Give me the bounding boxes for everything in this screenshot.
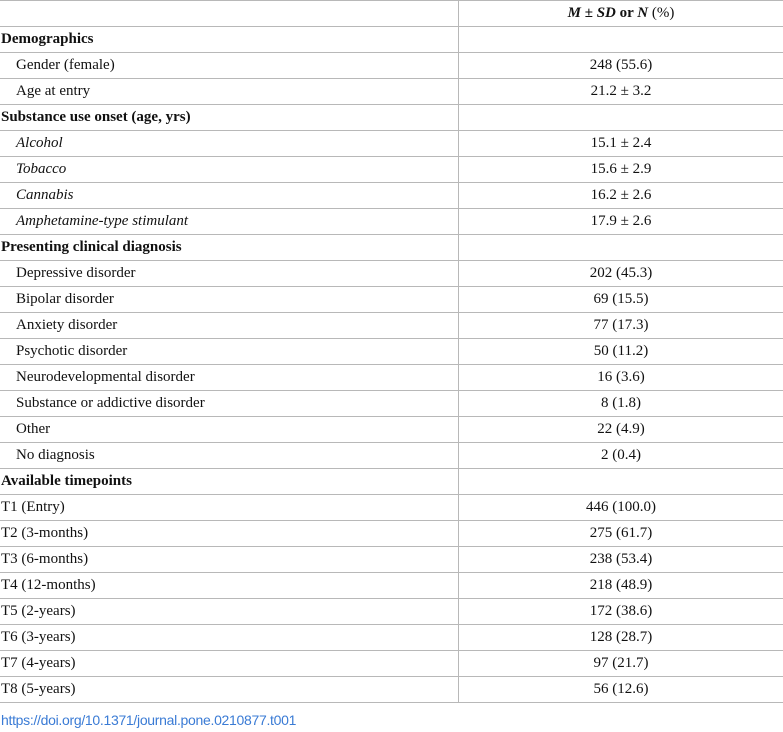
table-row <box>0 573 783 599</box>
row-value: 248 (55.6) <box>459 53 783 79</box>
row-value: 202 (45.3) <box>459 261 783 287</box>
table-row <box>0 443 783 469</box>
row-value: 446 (100.0) <box>459 495 783 521</box>
header-label-cell <box>0 1 459 27</box>
table-row <box>0 417 783 443</box>
table-row <box>0 365 783 391</box>
row-label: T1 (Entry) <box>0 495 459 521</box>
row-label: Substance or addictive disorder <box>0 391 459 417</box>
section-label: Demographics <box>0 27 459 53</box>
table-row <box>0 495 783 521</box>
section-row <box>0 27 783 53</box>
row-label: Bipolar disorder <box>0 287 459 313</box>
row-value: 2 (0.4) <box>459 443 783 469</box>
row-label: T3 (6-months) <box>0 547 459 573</box>
section-label: Available timepoints <box>0 469 459 495</box>
table-body <box>0 27 783 703</box>
row-value: 15.6 ± 2.9 <box>459 157 783 183</box>
header-value-cell <box>459 1 783 27</box>
row-label: Other <box>0 417 459 443</box>
row-label: Depressive disorder <box>0 261 459 287</box>
row-label: T4 (12-months) <box>0 573 459 599</box>
row-value: 15.1 ± 2.4 <box>459 131 783 157</box>
row-value: 77 (17.3) <box>459 313 783 339</box>
row-value <box>459 105 783 131</box>
table-row <box>0 677 783 703</box>
table-row <box>0 131 783 157</box>
row-label: T7 (4-years) <box>0 651 459 677</box>
table-row <box>0 521 783 547</box>
row-value: 22 (4.9) <box>459 417 783 443</box>
table-row <box>0 339 783 365</box>
row-value: 50 (11.2) <box>459 339 783 365</box>
row-label: T8 (5-years) <box>0 677 459 703</box>
row-label: Tobacco <box>0 157 459 183</box>
row-value: 16 (3.6) <box>459 365 783 391</box>
row-label: Gender (female) <box>0 53 459 79</box>
row-label: T5 (2-years) <box>0 599 459 625</box>
table-row <box>0 287 783 313</box>
row-value: 128 (28.7) <box>459 625 783 651</box>
row-label: Amphetamine-type stimulant <box>0 209 459 235</box>
row-label: Cannabis <box>0 183 459 209</box>
row-label: T2 (3-months) <box>0 521 459 547</box>
header-n: N <box>637 5 649 21</box>
table-row <box>0 261 783 287</box>
row-value: 275 (61.7) <box>459 521 783 547</box>
section-label: Presenting clinical diagnosis <box>0 235 459 261</box>
table-row <box>0 625 783 651</box>
header-sd: SD <box>596 5 616 21</box>
doi-link[interactable]: https://doi.org/10.1371/journal.pone.0210877.t001 <box>1 712 297 728</box>
row-value: 21.2 ± 3.2 <box>459 79 783 105</box>
row-value: 16.2 ± 2.6 <box>459 183 783 209</box>
row-label: Age at entry <box>0 79 459 105</box>
row-value: 17.9 ± 2.6 <box>459 209 783 235</box>
row-value: 218 (48.9) <box>459 573 783 599</box>
header-value-label <box>568 5 649 21</box>
table-row <box>0 79 783 105</box>
row-label: T6 (3-years) <box>0 625 459 651</box>
table-row <box>0 209 783 235</box>
table-row <box>0 651 783 677</box>
table-row <box>0 599 783 625</box>
row-value: 69 (15.5) <box>459 287 783 313</box>
row-value: 238 (53.4) <box>459 547 783 573</box>
table-header <box>0 1 783 27</box>
table-row <box>0 53 783 79</box>
header-pct: (%) <box>648 5 675 21</box>
header-pm: ± <box>580 5 597 21</box>
row-value: 172 (38.6) <box>459 599 783 625</box>
row-label: Anxiety disorder <box>0 313 459 339</box>
header-row <box>0 1 783 27</box>
section-row <box>0 105 783 131</box>
section-label: Substance use onset (age, yrs) <box>0 105 459 131</box>
row-label: Neurodevelopmental disorder <box>0 365 459 391</box>
row-value: 8 (1.8) <box>459 391 783 417</box>
row-label: Psychotic disorder <box>0 339 459 365</box>
header-or: or <box>615 5 638 21</box>
section-row <box>0 469 783 495</box>
table-row <box>0 157 783 183</box>
table-row <box>0 547 783 573</box>
row-value <box>459 469 783 495</box>
section-row <box>0 235 783 261</box>
table-row <box>0 183 783 209</box>
header-m: M <box>567 5 581 21</box>
row-value: 97 (21.7) <box>459 651 783 677</box>
row-value: 56 (12.6) <box>459 677 783 703</box>
row-label: No diagnosis <box>0 443 459 469</box>
table-row <box>0 313 783 339</box>
table-row <box>0 391 783 417</box>
row-label: Alcohol <box>0 131 459 157</box>
row-value <box>459 27 783 53</box>
row-value <box>459 235 783 261</box>
